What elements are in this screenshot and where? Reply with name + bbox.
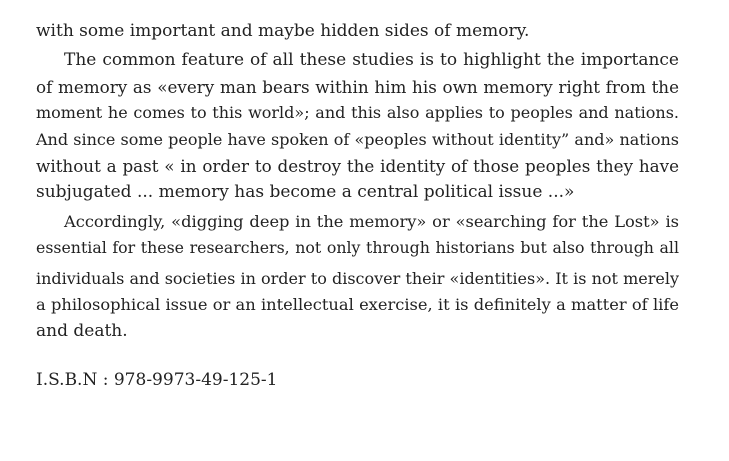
text-line: individuals and societies in order to discover their «identities». It is not merely <box>36 268 679 288</box>
opening-paragraph <box>36 18 679 44</box>
document-page <box>36 18 679 393</box>
text-line: And since some people have spoken of «peoples without identity” and» nations <box>36 129 679 149</box>
text-line: moment he comes to this world»; and this also applies to peoples and nations. <box>36 103 679 123</box>
text-line: subjugated ... memory has become a central political issue ...» <box>36 182 575 203</box>
text-line: without a past « in order to destroy the identity of those peoples they have <box>36 155 679 176</box>
text-line: Accordingly, «digging deep in the memory» or «searching for the Lost» is <box>64 211 679 231</box>
paragraph-accordingly <box>36 209 679 345</box>
text-line: with some important and maybe hidden sides of memory. <box>36 21 530 41</box>
paragraph-common-feature <box>36 47 679 205</box>
text-line: The common feature of all these studies is to highlight the importance <box>64 50 679 71</box>
text-line: and death. <box>36 321 128 342</box>
text-line: essential for these researchers, not only through historians but also through all <box>36 238 679 258</box>
text-line: of memory as «every man bears within him his own memory right from the <box>36 76 679 97</box>
isbn-label: I.S.B.N : 978-9973-49-125-1 <box>36 369 278 390</box>
text-line: a philosophical issue or an intellectual exercise, it is definitely a matter of life <box>36 294 679 314</box>
